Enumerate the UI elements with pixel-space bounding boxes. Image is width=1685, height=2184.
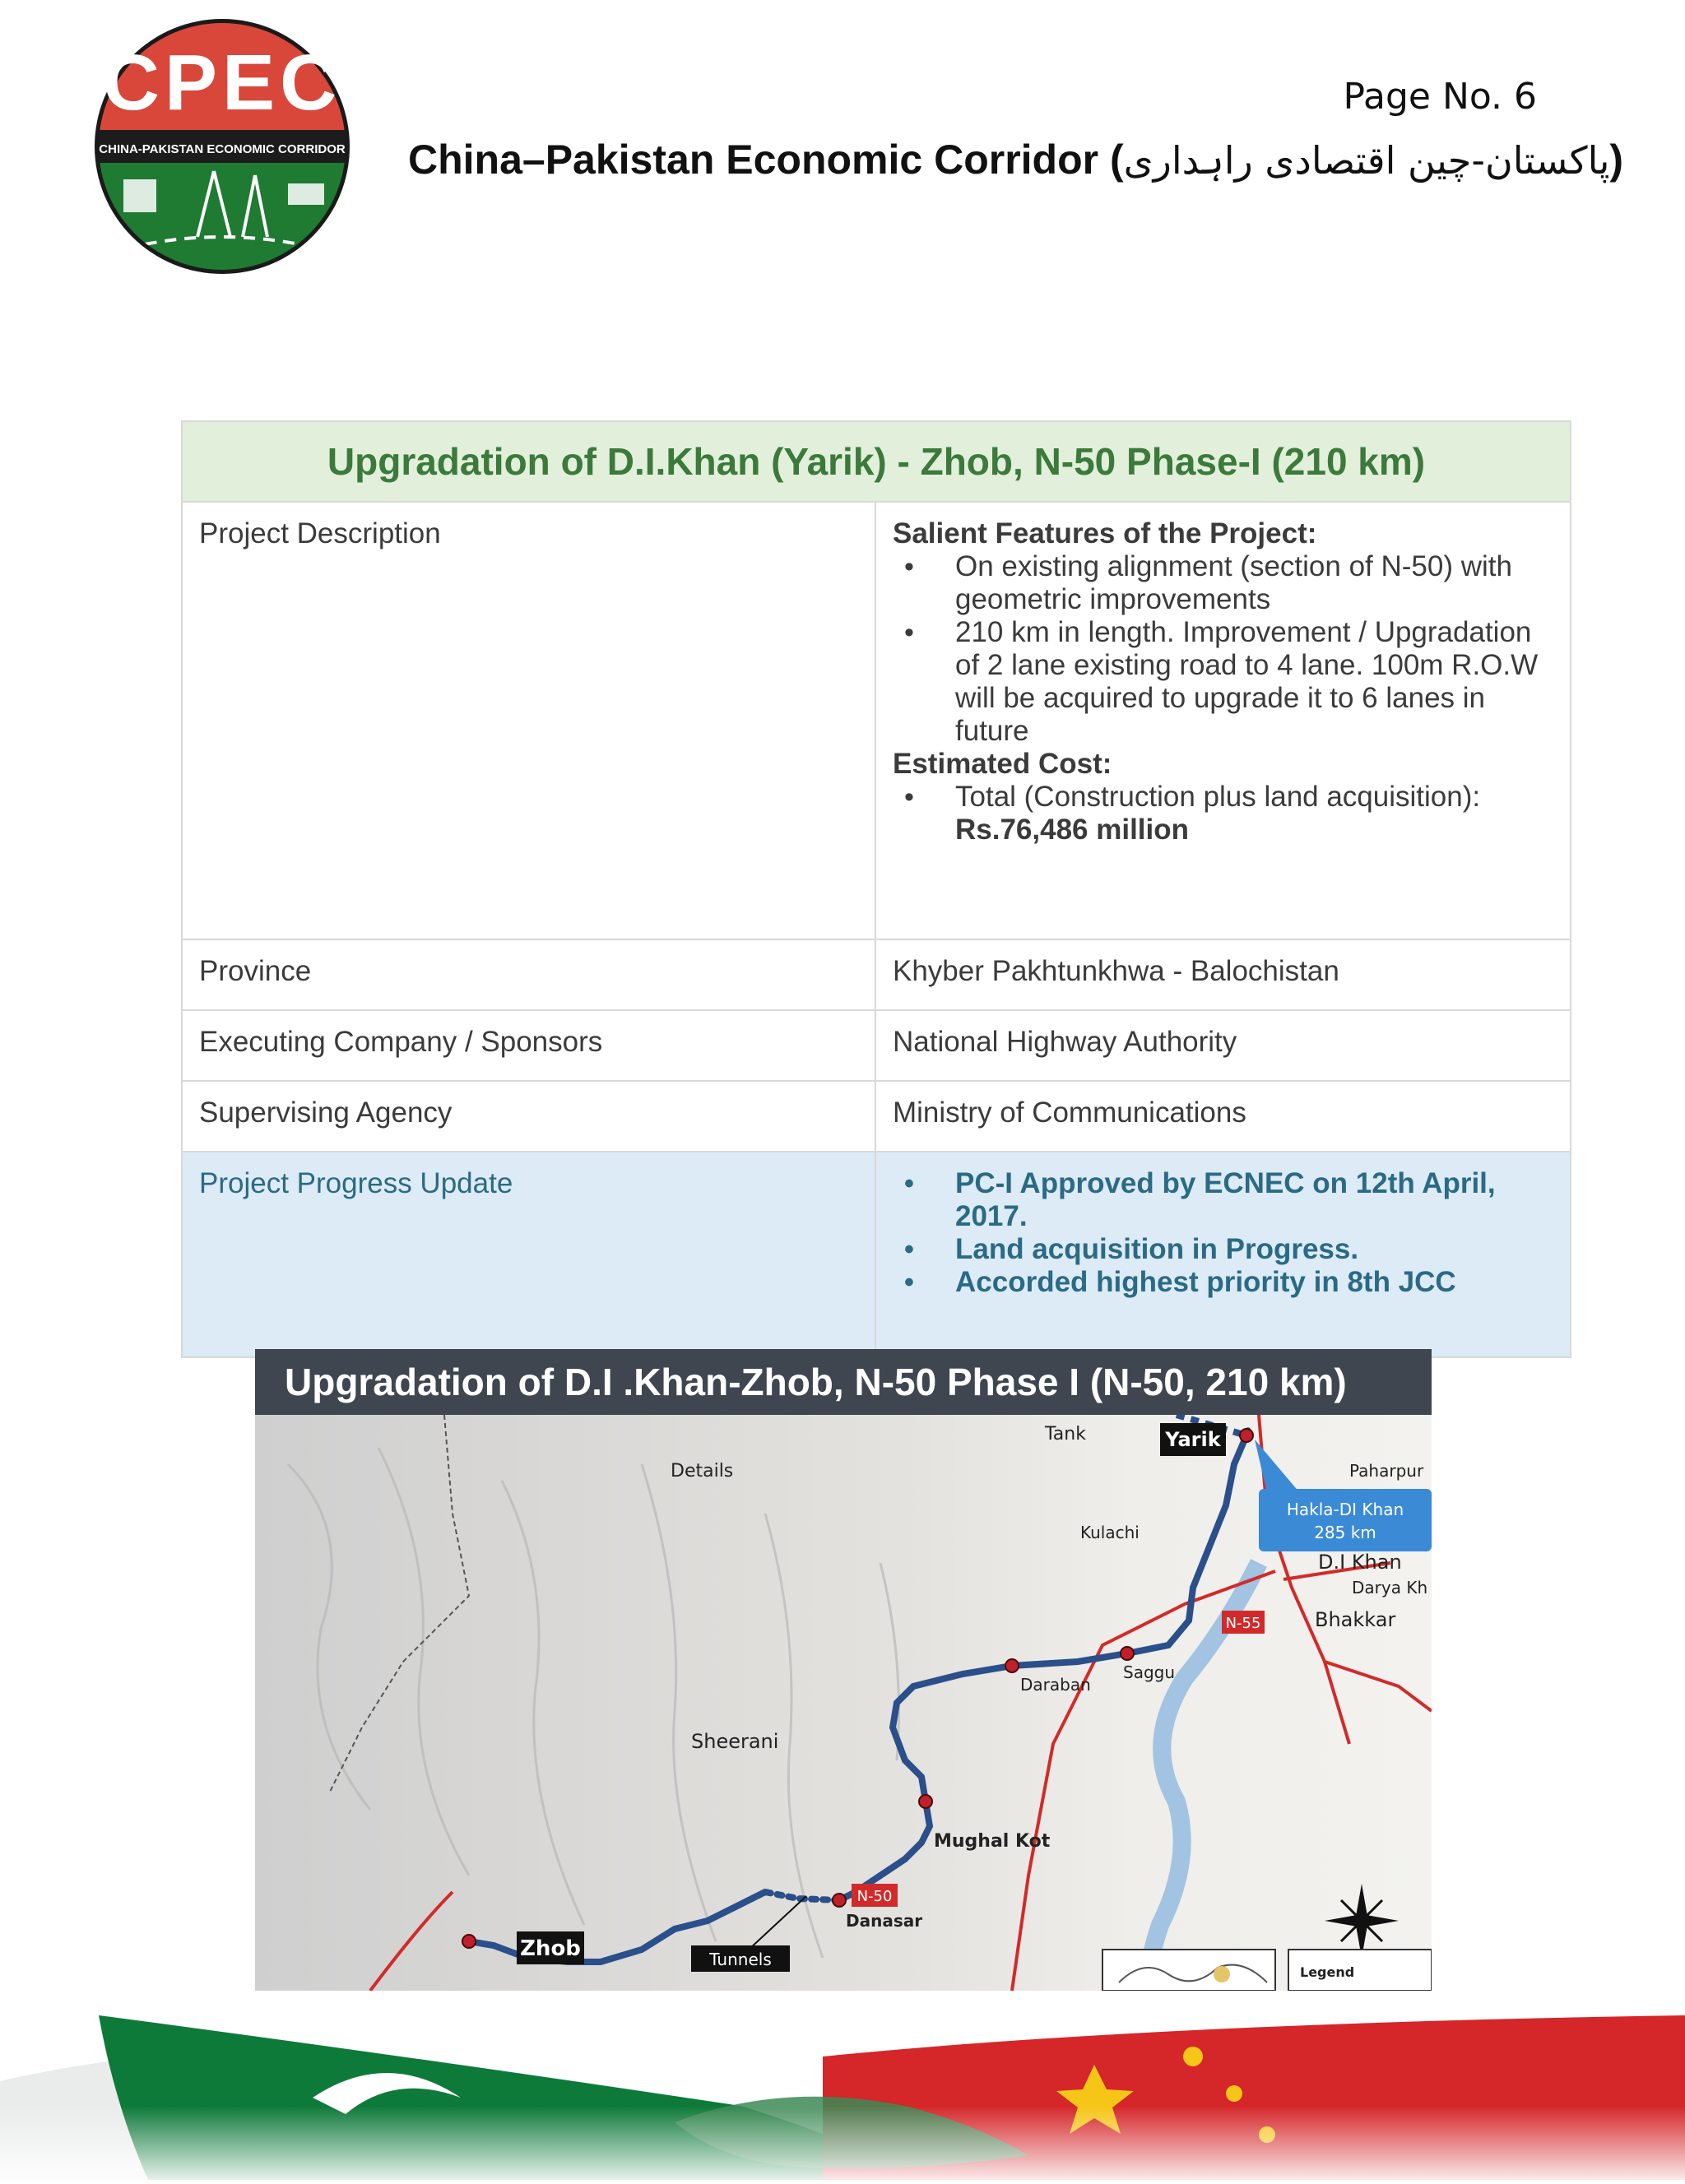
table-row — [182, 502, 1571, 939]
callout-line2: 285 km — [1314, 1523, 1376, 1542]
list-item: • Accorded highest priority in 8th JCC — [893, 1266, 1553, 1299]
label-yarik-box — [1160, 1423, 1226, 1456]
label-kulachi: Kulachi — [1080, 1523, 1140, 1542]
list-item: • On existing alignment (section of N-50) with geometric improvements — [893, 550, 1553, 616]
label-danasar: Danasar — [846, 1911, 923, 1931]
list-item — [893, 781, 1553, 846]
supervising-agency-label: Supervising Agency — [182, 1081, 875, 1152]
document-title-urdu: پاکستان-چین اقتصادی راہداری — [1123, 138, 1610, 183]
supervising-agency-value: Ministry of Communications — [875, 1081, 1571, 1152]
table-row — [182, 1010, 1571, 1081]
logo-letters: CPEC — [102, 39, 342, 127]
table-row — [182, 939, 1571, 1010]
label-n50-box — [852, 1884, 898, 1907]
label-bhakkar: Bhakkar — [1315, 1608, 1396, 1631]
project-description-label: Project Description — [182, 502, 875, 939]
cost-text: Total (Construction plus land acquisition): — [955, 781, 1481, 813]
list-item: • Land acquisition in Progress. — [893, 1233, 1553, 1266]
legend-label: Legend — [1300, 1964, 1355, 1980]
page-number: Page No. 6 — [1343, 76, 1537, 118]
salient-features-heading: Salient Features of the Project: — [893, 517, 1317, 549]
label-paharpur: Paharpur — [1349, 1461, 1424, 1481]
map-canvas — [255, 1415, 1432, 1991]
route-map — [255, 1349, 1432, 1991]
project-table — [181, 420, 1571, 1358]
progress-update-label: Project Progress Update — [182, 1152, 875, 1357]
progress-update-value — [875, 1152, 1571, 1357]
table-row — [182, 1081, 1571, 1152]
label-zhob: Zhob — [520, 1936, 581, 1961]
cpec-logo — [91, 15, 354, 278]
label-di-khan: D.I Khan — [1318, 1551, 1402, 1574]
inset-map — [1102, 1950, 1275, 1991]
estimated-cost-list — [893, 781, 1553, 846]
label-tank: Tank — [1045, 1424, 1086, 1444]
executing-company-value: National Highway Authority — [875, 1010, 1571, 1081]
label-darya-khan: Darya Kh — [1352, 1578, 1428, 1597]
logo-band-text: CHINA-PAKISTAN ECONOMIC CORRIDOR — [99, 142, 346, 156]
salient-features-list — [893, 550, 1553, 748]
progress-list — [893, 1167, 1553, 1299]
list-item: • 210 km in length. Improvement / Upgradation of 2 lane existing road to 4 lane. 100m R.O.W will be acquired to upgrade it to 6 lanes in future — [893, 616, 1553, 748]
document-title-en: China–Pakistan Economic Corridor ( — [408, 137, 1124, 183]
document-title-close: ) — [1609, 137, 1624, 183]
document-title — [408, 136, 1623, 183]
label-n55: N-55 — [1225, 1615, 1261, 1632]
label-tunnels: Tunnels — [709, 1950, 772, 1969]
map-title: Upgradation of D.I .Khan-Zhob, N-50 Phase I (N-50, 210 km) — [255, 1349, 1432, 1415]
table-title: Upgradation of D.I.Khan (Yarik) - Zhob, N-50 Phase-I (210 km) — [182, 421, 1571, 502]
cost-value: Rs.76,486 million — [955, 814, 1190, 846]
label-daraban: Daraban — [1020, 1675, 1091, 1695]
footer-flags-banner — [0, 2007, 1685, 2180]
project-description-value — [875, 502, 1571, 939]
label-n50: N-50 — [856, 1888, 893, 1905]
label-details: Details — [671, 1461, 734, 1482]
label-sheerani: Sheerani — [691, 1730, 779, 1753]
province-label: Province — [182, 939, 875, 1010]
label-n55-box — [1222, 1611, 1265, 1634]
province-value: Khyber Pakhtunkhwa - Balochistan — [875, 939, 1571, 1010]
label-zhob-box — [517, 1931, 584, 1964]
callout-line1: Hakla-DI Khan — [1286, 1500, 1404, 1519]
list-item: • PC-I Approved by ECNEC on 12th April, 2017. — [893, 1167, 1553, 1233]
label-mughal-kot: Mughal Kot — [934, 1831, 1051, 1852]
estimated-cost-heading: Estimated Cost: — [893, 748, 1112, 780]
table-row — [182, 1152, 1571, 1357]
legend-box — [1288, 1950, 1432, 1991]
table-title-row — [182, 421, 1571, 502]
executing-company-label: Executing Company / Sponsors — [182, 1010, 875, 1081]
label-saggu: Saggu — [1123, 1662, 1176, 1682]
label-yarik: Yarik — [1165, 1428, 1221, 1451]
